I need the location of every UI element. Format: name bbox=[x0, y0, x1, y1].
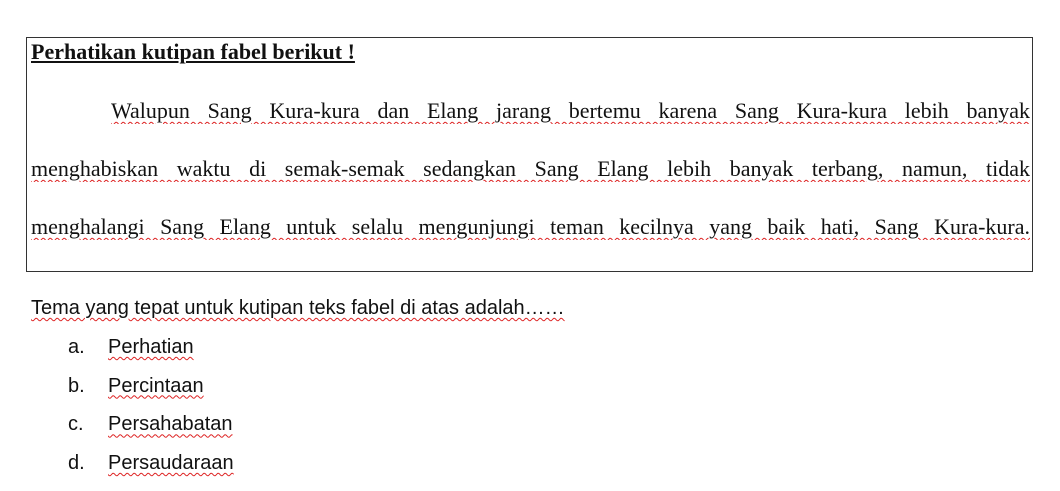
option-label: Percintaan bbox=[108, 374, 204, 397]
option-label: Persahabatan bbox=[108, 413, 233, 436]
answer-options bbox=[68, 336, 234, 491]
passage-title: Perhatikan kutipan fabel berikut ! bbox=[31, 39, 355, 64]
question-text: Tema yang tepat untuk kutipan teks fabel di atas adalah…… bbox=[31, 297, 565, 319]
option-label: Persaudaraan bbox=[108, 452, 234, 475]
option-letter: a. bbox=[68, 336, 85, 358]
option-c[interactable] bbox=[68, 413, 234, 452]
option-letter: c. bbox=[68, 413, 84, 436]
option-d[interactable] bbox=[68, 452, 234, 491]
option-b[interactable] bbox=[68, 375, 234, 414]
option-a[interactable] bbox=[68, 336, 234, 375]
passage-line-2: menghabiskan waktu di semak-semak sedangkan Sang Elang lebih banyak terbang, namun, tidak bbox=[31, 156, 1030, 181]
option-letter: b. bbox=[68, 374, 85, 397]
option-label: Perhatian bbox=[108, 336, 194, 358]
option-letter: d. bbox=[68, 452, 85, 475]
passage-line-1: Walupun Sang Kura-kura dan Elang jarang bertemu karena Sang Kura-kura lebih banyak bbox=[111, 98, 1030, 123]
passage-line-3: menghalangi Sang Elang untuk selalu mengunjungi teman kecilnya yang baik hati, Sang Kura-kura. bbox=[31, 214, 1030, 239]
passage-box bbox=[26, 37, 1033, 272]
